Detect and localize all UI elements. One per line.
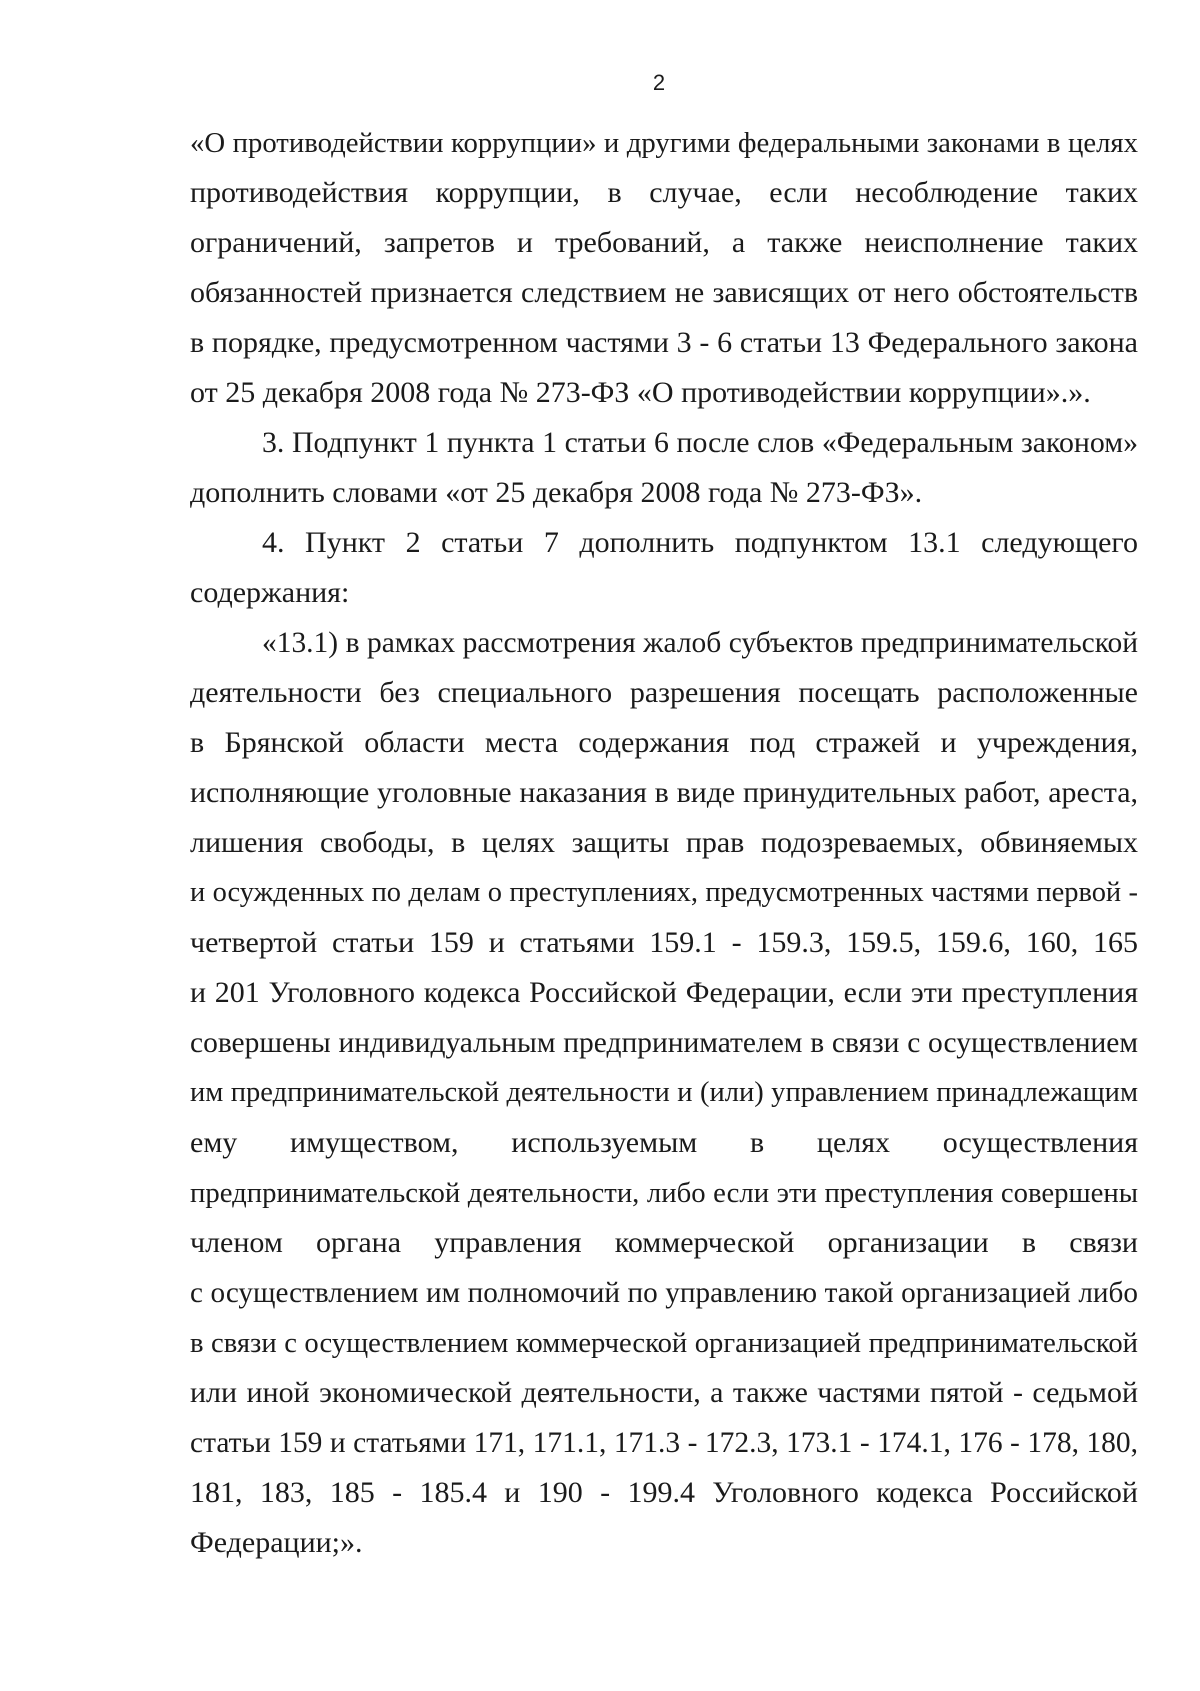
text-line: в связи с осуществлением коммерческой организацией предпринимательской bbox=[190, 1327, 1138, 1359]
text-line: предпринимательской деятельности, либо если эти преступления совершены bbox=[190, 1177, 1138, 1209]
text-line: членом органа управления коммерческой организации в связи bbox=[190, 1226, 1138, 1259]
text-line: Федерации;». bbox=[190, 1526, 363, 1559]
text-line: в порядке, предусмотренном частями 3 - 6 статьи 13 Федерального закона bbox=[190, 326, 1138, 359]
text-line: в Брянской области места содержания под стражей и учреждения, bbox=[190, 726, 1138, 759]
document-body bbox=[190, 118, 1138, 1568]
text-line: 181, 183, 185 - 185.4 и 190 - 199.4 Уголовного кодекса Российской bbox=[190, 1476, 1138, 1509]
text-line: с осуществлением им полномочий по управлению такой организацией либо bbox=[190, 1277, 1138, 1309]
text-line: противодействия коррупции, в случае, если несоблюдение таких bbox=[190, 176, 1138, 209]
text-line: статьи 159 и статьями 171, 171.1, 171.3 - 172.3, 173.1 - 174.1, 176 - 178, 180, bbox=[190, 1427, 1138, 1459]
text-line: или иной экономической деятельности, а также частями пятой - седьмой bbox=[190, 1376, 1138, 1409]
text-line: деятельности без специального разрешения посещать расположенные bbox=[190, 676, 1138, 709]
text-line: четвертой статьи 159 и статьями 159.1 - 159.3, 159.5, 159.6, 160, 165 bbox=[190, 926, 1138, 959]
text-line: ему имуществом, используемым в целях осуществления bbox=[190, 1126, 1138, 1159]
text-line: «13.1) в рамках рассмотрения жалоб субъектов предпринимательской bbox=[262, 627, 1138, 659]
text-line: и 201 Уголовного кодекса Российской Федерации, если эти преступления bbox=[190, 976, 1138, 1009]
text-line: ограничений, запретов и требований, а также неисполнение таких bbox=[190, 226, 1138, 259]
text-line: совершены индивидуальным предпринимателем в связи с осуществлением bbox=[190, 1027, 1138, 1059]
text-line: им предпринимательской деятельности и (или) управлением принадлежащим bbox=[190, 1077, 1138, 1108]
text-line: и осужденных по делам о преступлениях, предусмотренных частями первой - bbox=[190, 877, 1138, 908]
text-line: исполняющие уголовные наказания в виде принудительных работ, ареста, bbox=[190, 776, 1138, 809]
text-line: обязанностей признается следствием не зависящих от него обстоятельств bbox=[190, 276, 1138, 309]
text-line: от 25 декабря 2008 года № 273-ФЗ «О противодействии коррупции».». bbox=[190, 376, 1091, 409]
text-line: 4. Пункт 2 статьи 7 дополнить подпунктом 13.1 следующего bbox=[262, 526, 1138, 559]
text-line: 3. Подпункт 1 пункта 1 статьи 6 после слов «Федеральным законом» bbox=[262, 426, 1138, 459]
text-line: содержания: bbox=[190, 576, 350, 609]
text-line: дополнить словами «от 25 декабря 2008 года № 273-ФЗ». bbox=[190, 476, 923, 509]
text-line: «О противодействии коррупции» и другими федеральными законами в целях bbox=[190, 127, 1138, 159]
page-number: 2 bbox=[652, 70, 666, 95]
text-line: лишения свободы, в целях защиты прав подозреваемых, обвиняемых bbox=[190, 826, 1138, 859]
